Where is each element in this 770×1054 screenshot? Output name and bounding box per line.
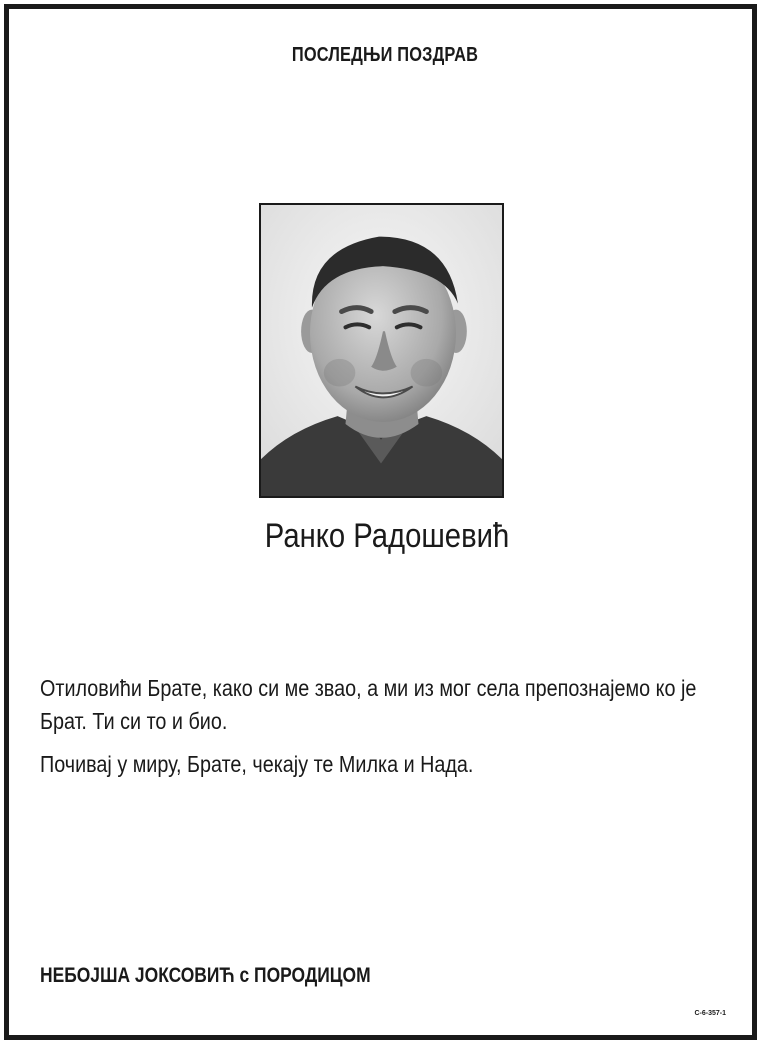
notice-paragraph-2: Почивај у миру, Брате, чекају те Милка и Нада.: [40, 751, 474, 777]
notice-heading: ПОСЛЕДЊИ ПОЗДРАВ: [291, 44, 479, 66]
notice-paragraph-1: Отиловићи Брате, како си ме звао, а ми из мог села препознајемо ко је Брат. Ти си то и био.: [40, 675, 697, 734]
portrait-photo: [259, 203, 504, 498]
deceased-name: Ранко Радошевић: [264, 517, 510, 555]
notice-signature: НЕБОЈША ЈОКСОВИЋ с ПОРОДИЦОМ: [40, 964, 371, 987]
ad-code: С-6-357-1: [694, 1010, 726, 1017]
